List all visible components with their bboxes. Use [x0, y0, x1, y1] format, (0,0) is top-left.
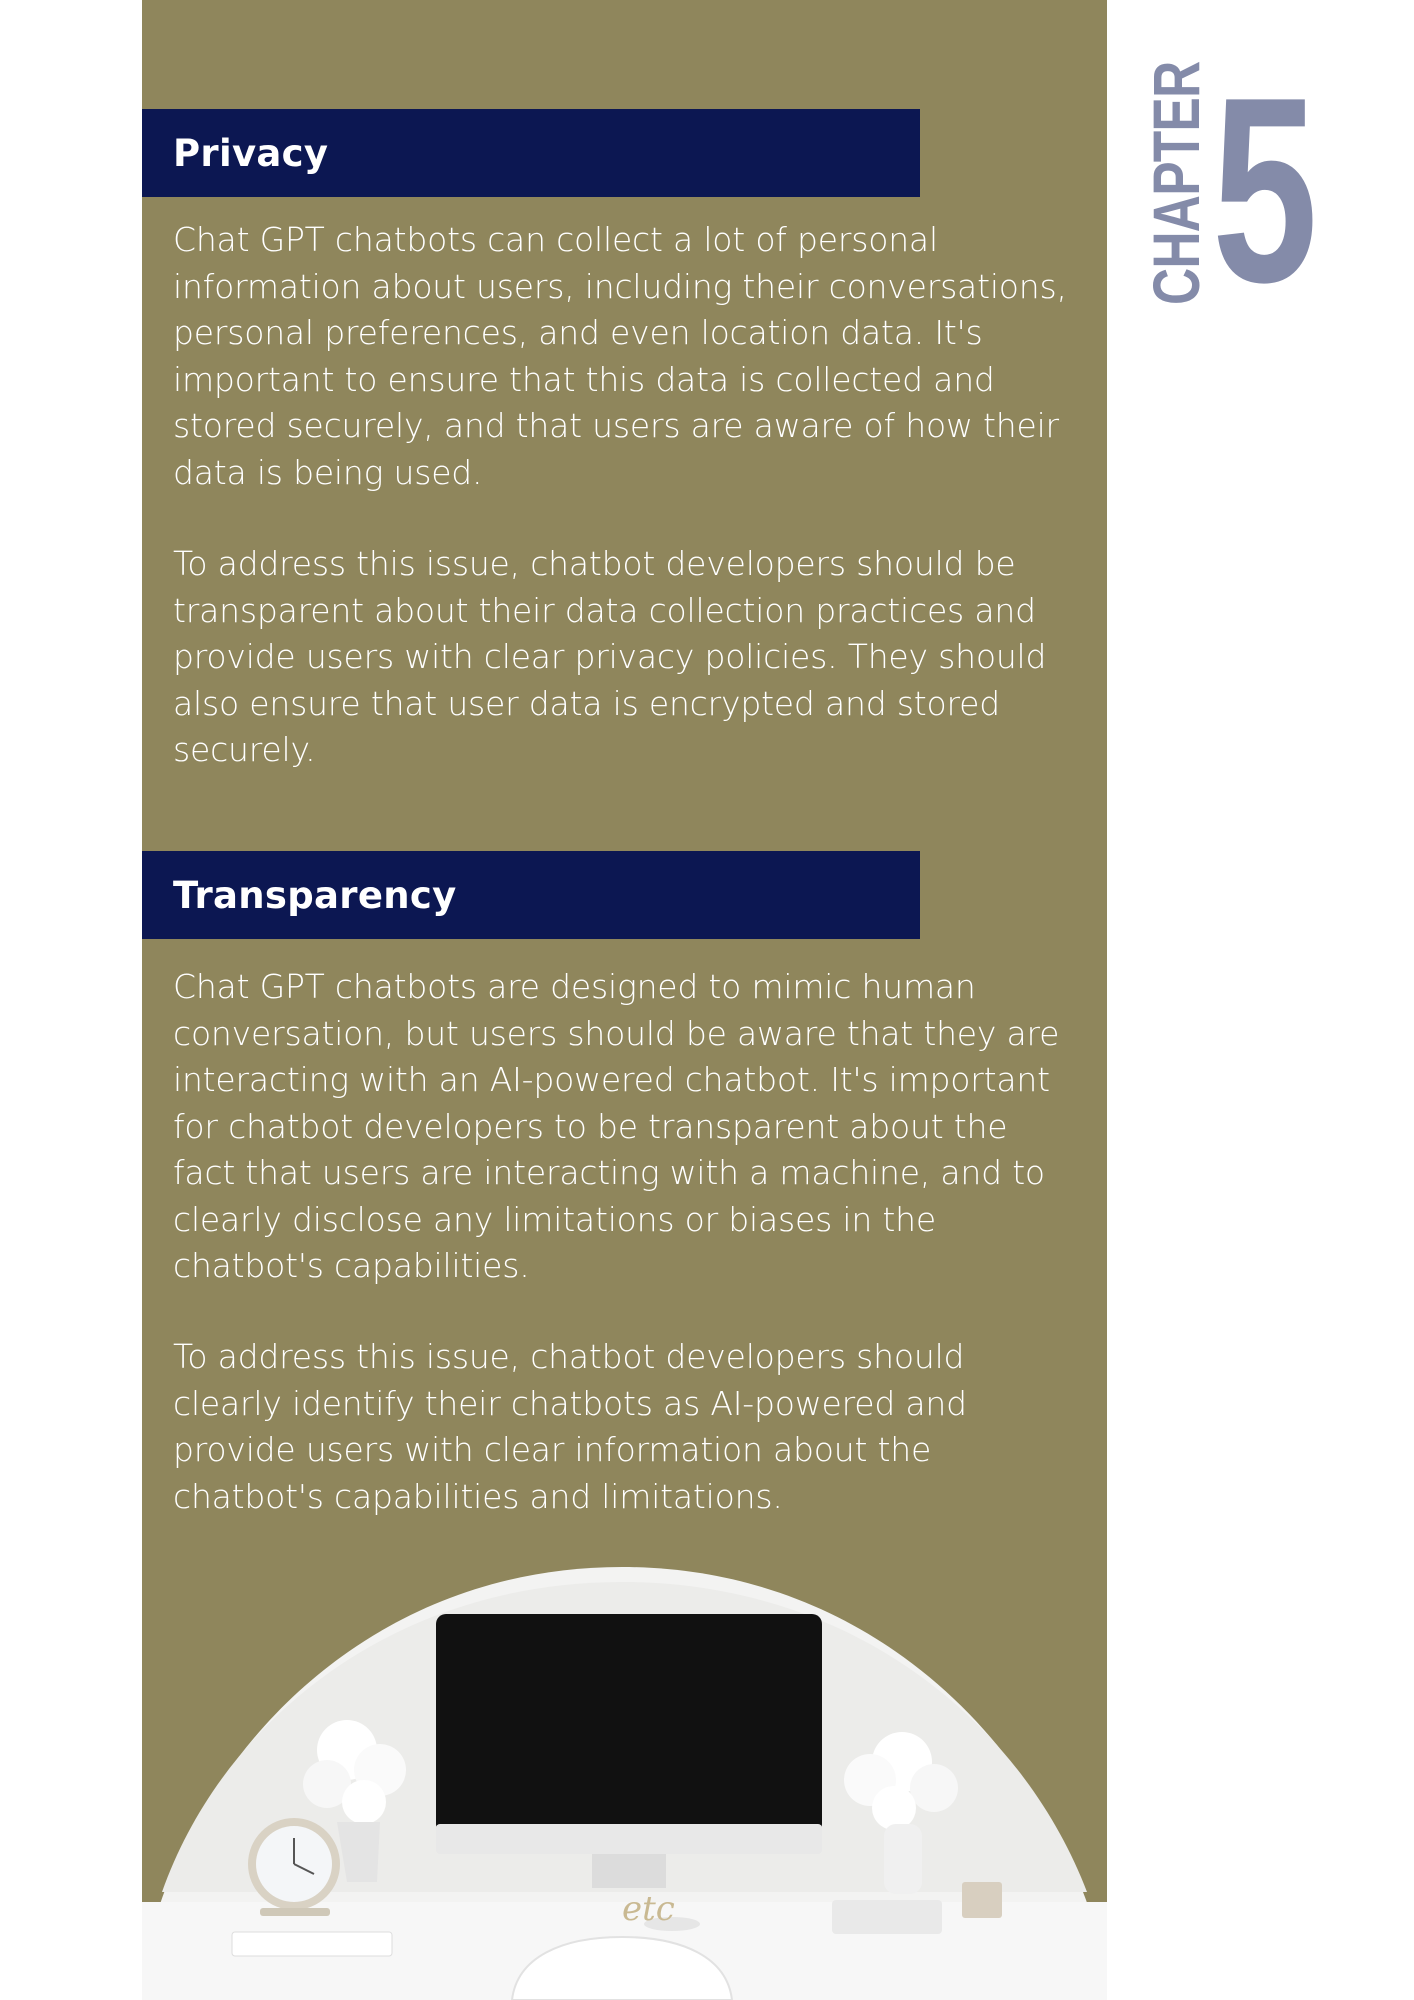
- transparency-paragraph-1: Chat GPT chatbots are designed to mimic human conversation, but users should be aware that they are interacting with an AI-powered chatbot. It's important for chatbot developers to be transparent about the fact that users are interacting with a machine, and to clearly disclose any limitations or biases in the chatbot's capabilities.: [173, 967, 1060, 1285]
- section-title-transparency: Transparency: [173, 873, 457, 917]
- chapter-label: CHAPTER: [1139, 61, 1213, 305]
- privacy-paragraph-2: To address this issue, chatbot developers should be transparent about their data collection practices and provide users with clear privacy policies. They should also ensure that user data is encrypted and stored securely.: [173, 544, 1047, 769]
- chapter-number: 5: [1212, 42, 1318, 337]
- transparency-paragraph-2: To address this issue, chatbot developers should clearly identify their chatbots as AI-powered and provide users with clear information about the chatbot's capabilities and limitations.: [173, 1337, 967, 1516]
- section-title-privacy: Privacy: [173, 131, 329, 175]
- desk-photo-illustration: [142, 1562, 1107, 2000]
- privacy-paragraph-1: Chat GPT chatbots can collect a lot of personal information about users, including their conversations, personal preferences, and even location data. It's important to ensure that this data is collected and stored securely, and that users are aware of how their data is being used.: [173, 220, 1067, 492]
- etc-decor-text: etc: [622, 1889, 675, 1929]
- desk-photo: [142, 1562, 1107, 2000]
- section-header-privacy: [142, 109, 920, 197]
- monitor-screen: [436, 1614, 822, 1834]
- monitor-chin: [436, 1824, 822, 1854]
- section-header-transparency: [142, 851, 920, 939]
